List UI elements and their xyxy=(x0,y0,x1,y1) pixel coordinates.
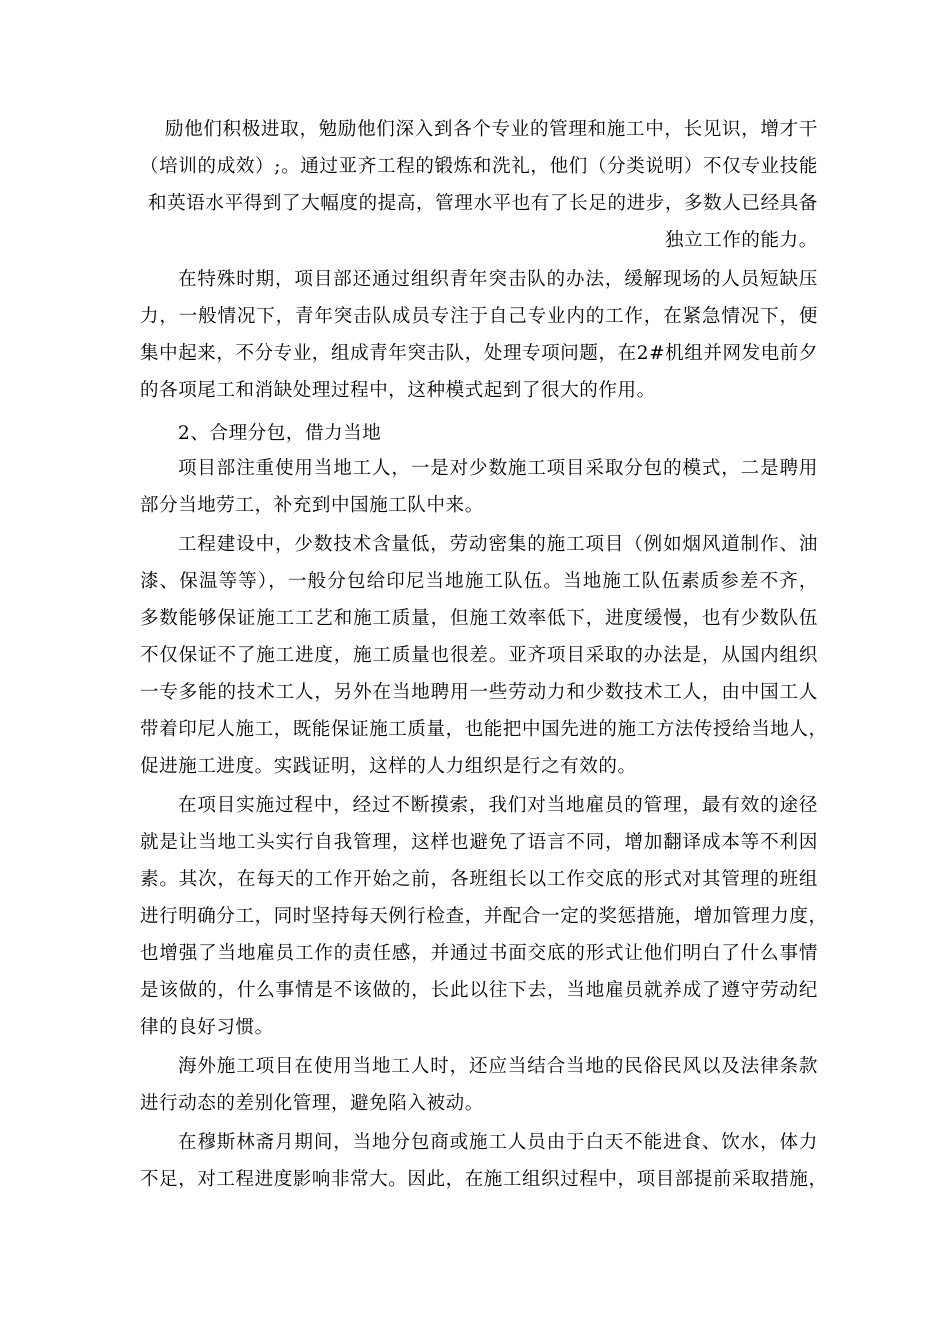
text-line: 素。其次，在每天的工作开始之前，各班组长以工作交底的形式对其管理的班组 xyxy=(140,869,818,890)
text-line: 项目部注重使用当地工人，一是对少数施工项目采取分包的模式，二是聘用 xyxy=(178,458,818,479)
text-line: 进行动态的差别化管理，避免陷入被动。 xyxy=(140,1093,484,1114)
text-line: 进行明确分工，同时坚持每天例行检查，并配合一定的奖惩措施，增加管理力度， xyxy=(140,906,828,927)
text-line: 海外施工项目在使用当地工人时，还应当结合当地的民俗民风以及法律条款 xyxy=(178,1056,818,1077)
text-line: 是该做的，什么事情是不该做的，长此以往下去，当地雇员就养成了遵守劳动纪 xyxy=(140,980,818,1001)
text-line: 也增强了当地雇员工作的责任感，并通过书面交底的形式让他们明白了什么事情 xyxy=(140,943,818,964)
text-line: （培训的成效）;。通过亚齐工程的锻炼和洗礼，他们（分类说明）不仅专业技能 xyxy=(140,156,818,177)
text-line: 多数能够保证施工工艺和施工质量，但施工效率低下，进度缓慢，也有少数队伍 xyxy=(140,608,818,629)
text-line: 集中起来，不分专业，组成青年突击队，处理专项问题，在2#机组并网发电前夕 xyxy=(140,343,818,364)
text-line: 在穆斯林斋月期间，当地分包商或施工人员由于白天不能进食、饮水，体力 xyxy=(178,1132,818,1153)
text-line: 工程建设中，少数技术含量低，劳动密集的施工项目（例如烟风道制作、油 xyxy=(178,534,818,555)
text-line: 不足，对工程进度影响非常大。因此，在施工组织过程中，项目部提前采取措施， xyxy=(140,1169,828,1190)
text-line: 在项目实施过程中，经过不断摸索，我们对当地雇员的管理，最有效的途径 xyxy=(178,795,818,816)
text-line: 带着印尼人施工，既能保证施工质量，也能把中国先进的施工方法传授给当地人， xyxy=(140,719,828,740)
text-line: 律的良好习惯。 xyxy=(140,1017,274,1038)
section-heading: 2、合理分包，借力当地 xyxy=(178,423,382,444)
text-line: 在特殊时期，项目部还通过组织青年突击队的办法，缓解现场的人员短缺压 xyxy=(178,269,818,290)
text-line: 和英语水平得到了大幅度的提高，管理水平也有了长足的进步，多数人已经具备 xyxy=(148,193,818,214)
text-line: 就是让当地工头实行自我管理，这样也避免了语言不同，增加翻译成本等不利因 xyxy=(140,832,818,853)
text-line: 一专多能的技术工人，另外在当地聘用一些劳动力和少数技术工人，由中国工人 xyxy=(140,682,818,703)
text-line: 促进施工进度。实践证明，这样的人力组织是行之有效的。 xyxy=(140,756,637,777)
text-line: 力，一般情况下，青年突击队成员专注于自己专业内的工作，在紧急情况下，便 xyxy=(140,306,818,327)
text-line: 部分当地劳工，补充到中国施工队中来。 xyxy=(140,495,484,516)
text-line: 不仅保证不了施工进度，施工质量也很差。亚齐项目采取的办法是，从国内组织 xyxy=(140,645,818,666)
text-line: 励他们积极进取，勉励他们深入到各个专业的管理和施工中，长见识，增才干 xyxy=(165,119,818,140)
text-line: 漆、保温等等），一般分包给印尼当地施工队伍。当地施工队伍素质参差不齐， xyxy=(140,571,818,592)
text-line: 的各项尾工和消缺处理过程中，这种模式起到了很大的作用。 xyxy=(140,380,656,401)
text-line: 独立工作的能力。 xyxy=(665,230,818,251)
